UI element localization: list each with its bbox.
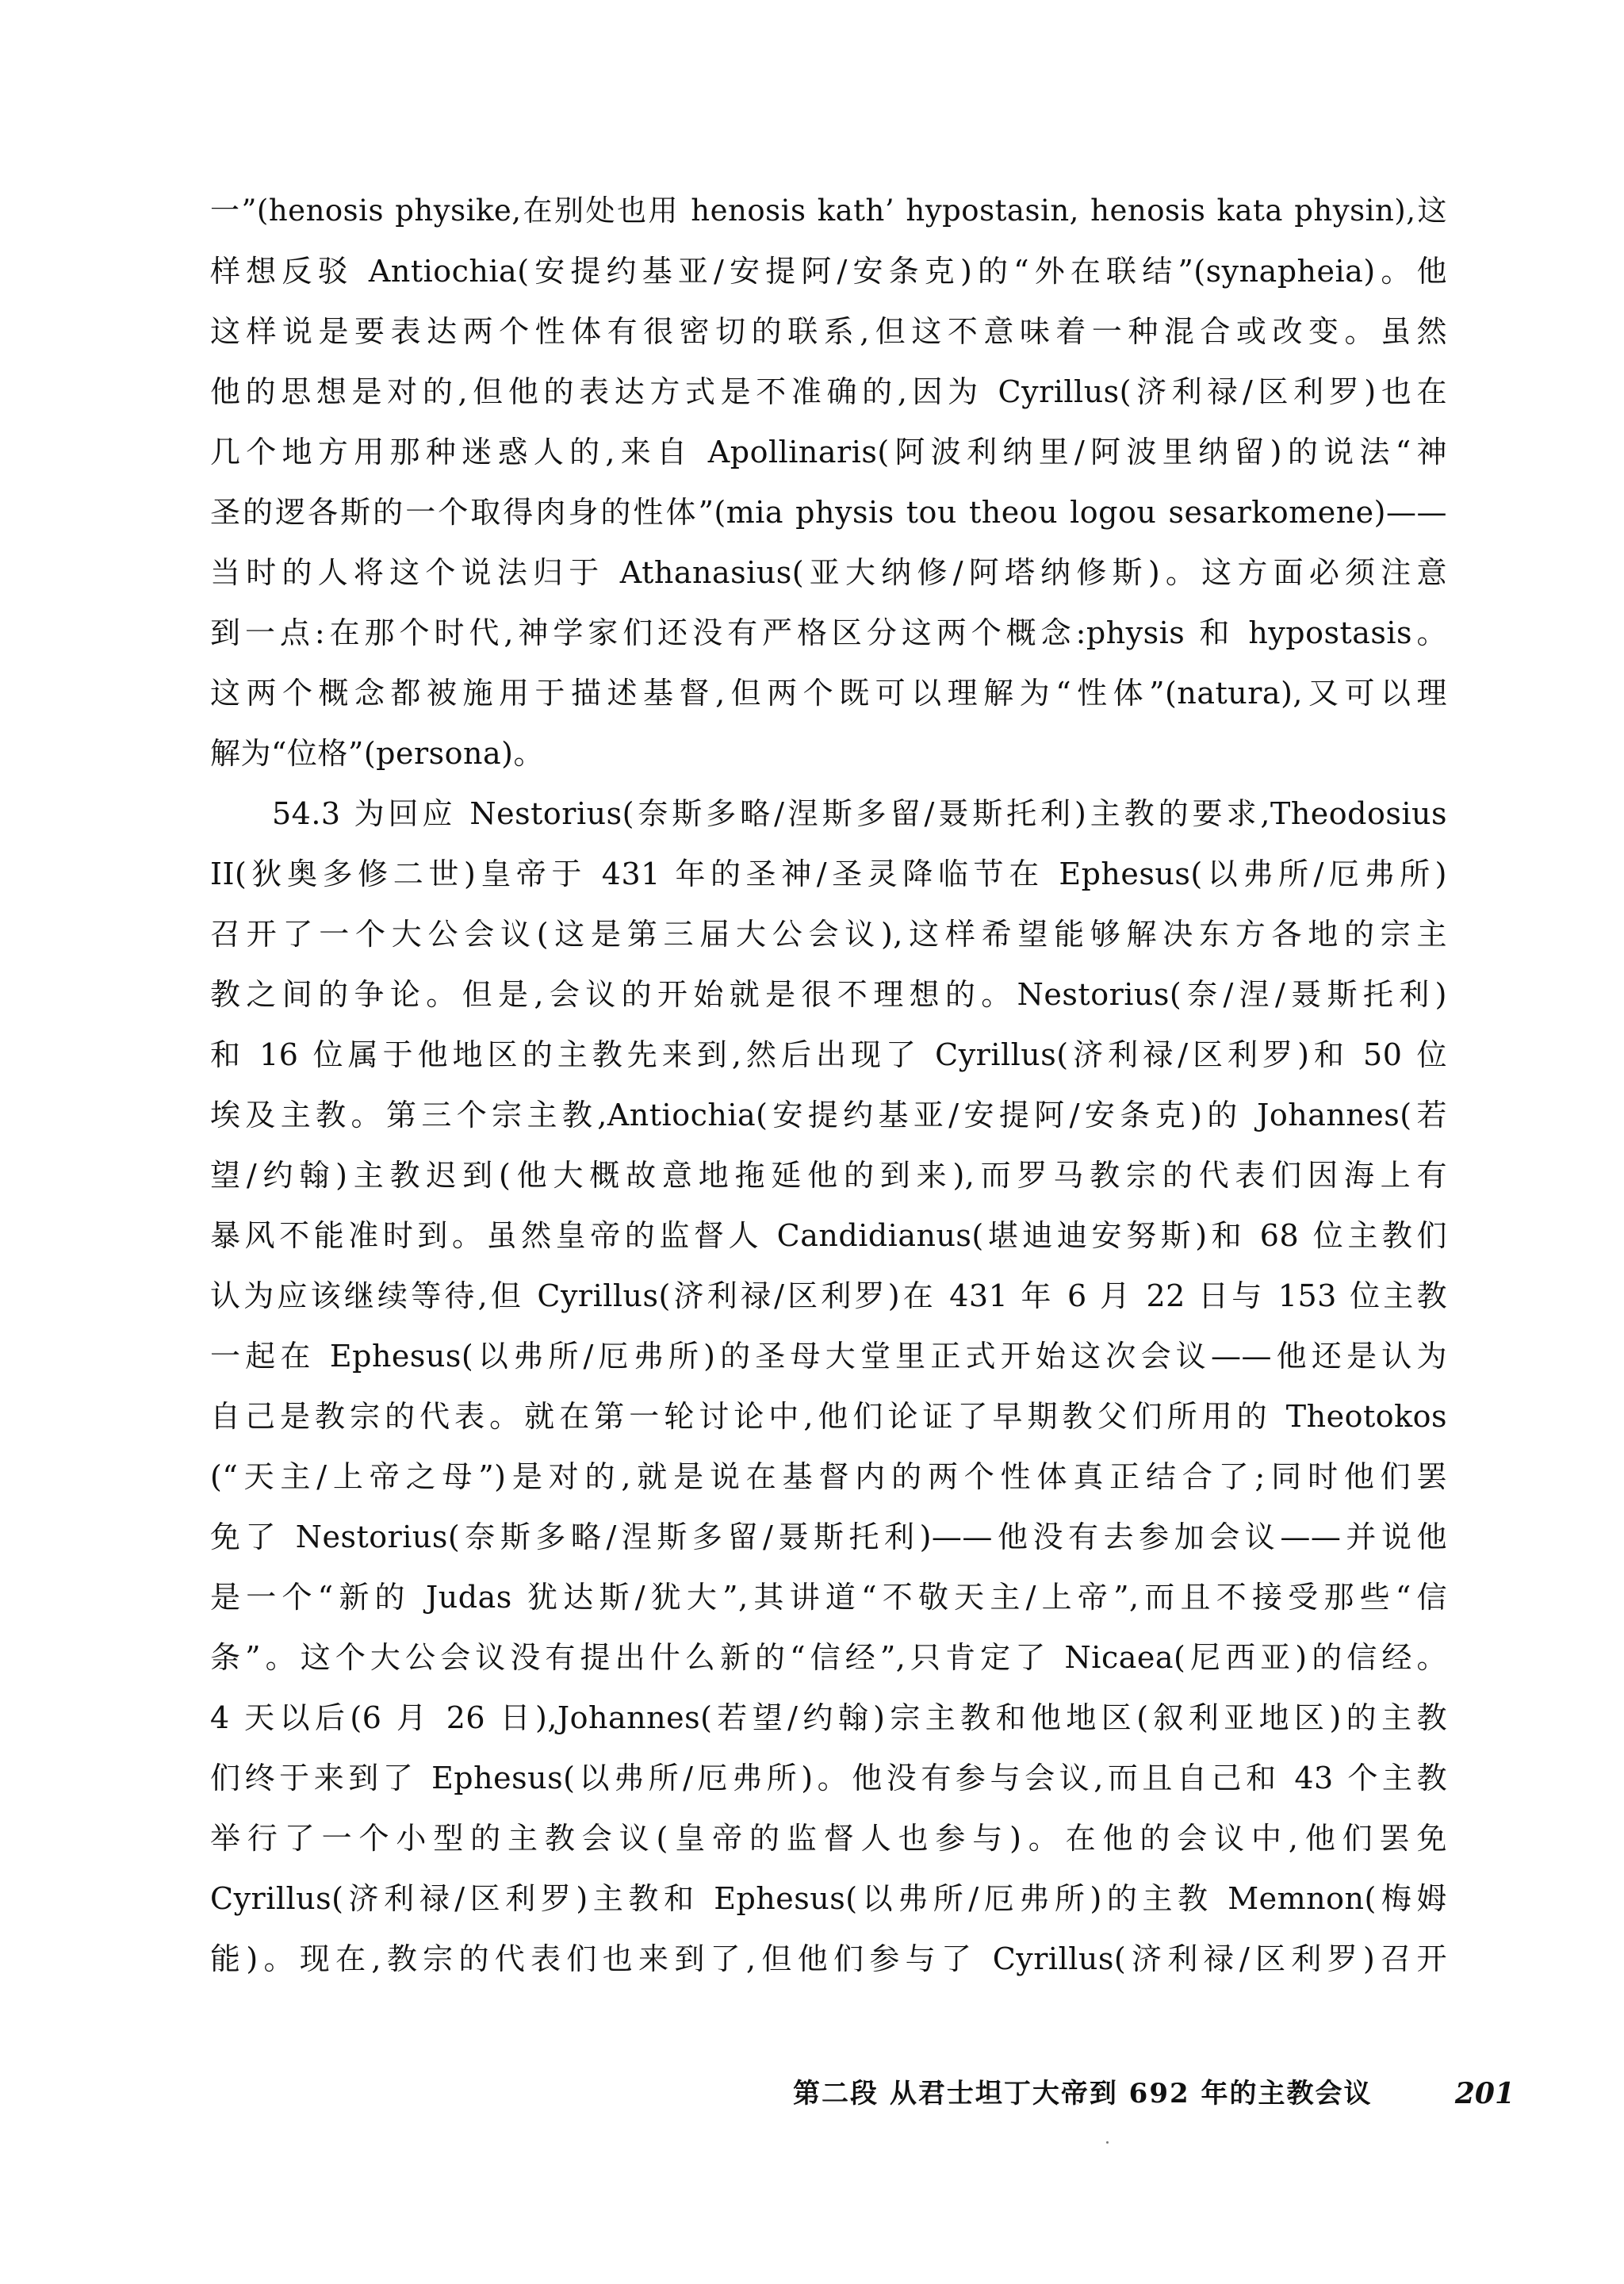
- running-title: 第二段 从君士坦丁大帝到 692 年的主教会议: [793, 2078, 1373, 2110]
- page-number: 201: [1454, 2077, 1515, 2110]
- text-line: 举行了一个小型的主教会议(皇帝的监督人也参与)。在他的会议中,他们罢免: [210, 1821, 1447, 1856]
- text-line: 召开了一个大公会议(这是第三届大公会议),这样希望能够解决东方各地的宗主: [210, 917, 1447, 952]
- text-line: 这两个概念都被施用于描述基督,但两个既可以理解为“性体”(natura),又可以理: [210, 676, 1447, 711]
- text-line: 解为“位格”(persona)。: [210, 736, 544, 771]
- text-line: 望/约翰)主教迟到(他大概故意地拖延他的到来),而罗马教宗的代表们因海上有: [210, 1158, 1447, 1193]
- body-text: [210, 181, 1447, 1989]
- text-line: 和 16 位属于他地区的主教先来到,然后出现了 Cyrillus(济利禄/区利罗)和 50 位: [210, 1037, 1447, 1072]
- text-line: 是一个“新的 Judas 犹达斯/犹大”,其讲道“不敬天主/上帝”,而且不接受那些“信: [210, 1580, 1447, 1615]
- text-line: 几个地方用那种迷惑人的,来自 Apollinaris(阿波利纳里/阿波里纳留)的说法“神: [210, 435, 1447, 469]
- text-line: 一”(henosis physike,在别处也用 henosis kath’ hypostasin, henosis kata physin),这: [210, 194, 1447, 228]
- text-line: 埃及主教。第三个宗主教,Antiochia(安提约基亚/安提阿/安条克)的 Johannes(若: [210, 1098, 1447, 1132]
- text-line: 自己是教宗的代表。就在第一轮讨论中,他们论证了早期教父们所用的 Theotokos: [210, 1399, 1447, 1434]
- text-line: 们终于来到了 Ephesus(以弗所/厄弗所)。他没有参与会议,而且自己和 43 个主教: [210, 1761, 1447, 1795]
- text-line: 到一点:在那个时代,神学家们还没有严格区分这两个概念:physis 和 hypostasis。: [210, 615, 1447, 650]
- text-line: 样想反驳 Antiochia(安提约基亚/安提阿/安条克)的“外在联结”(synapheia)。他: [210, 254, 1447, 289]
- text-line: 教之间的争论。但是,会议的开始就是很不理想的。Nestorius(奈/涅/聂斯托利): [210, 977, 1447, 1012]
- text-line: 条”。这个大公会议没有提出什么新的“信经”,只肯定了 Nicaea(尼西亚)的信经。: [210, 1640, 1447, 1675]
- text-line: 这样说是要表达两个性体有很密切的联系,但这不意味着一种混合或改变。虽然: [210, 314, 1447, 349]
- text-line: 4 天以后(6 月 26 日),Johannes(若望/约翰)宗主教和他地区(叙利亚地区)的主教: [210, 1700, 1447, 1735]
- text-line: 当时的人将这个说法归于 Athanasius(亚大纳修/阿塔纳修斯)。这方面必须注意: [210, 555, 1447, 590]
- text-line: II(狄奥多修二世)皇帝于 431 年的圣神/圣灵降临节在 Ephesus(以弗所/厄弗所): [210, 856, 1447, 891]
- text-line: Cyrillus(济利禄/区利罗)主教和 Ephesus(以弗所/厄弗所)的主教 Memnon(梅姆: [210, 1881, 1447, 1916]
- paragraph-start-line: 54.3 为回应 Nestorius(奈斯多略/涅斯多留/聂斯托利)主教的要求,Theodosius: [272, 796, 1447, 831]
- scan-speck: [1106, 2141, 1109, 2144]
- text-line: 他的思想是对的,但他的表达方式是不准确的,因为 Cyrillus(济利禄/区利罗)也在: [210, 374, 1447, 409]
- text-line: 圣的逻各斯的一个取得肉身的性体”(mia physis tou theou logou sesarkomene)——: [210, 495, 1447, 530]
- running-footer: [793, 2070, 1515, 2117]
- text-line: 暴风不能准时到。虽然皇帝的监督人 Candidianus(堪迪迪安努斯)和 68 位主教们: [210, 1218, 1447, 1253]
- text-line: 能)。现在,教宗的代表们也来到了,但他们参与了 Cyrillus(济利禄/区利罗)召开: [210, 1941, 1447, 1976]
- text-line: 免了 Nestorius(奈斯多略/涅斯多留/聂斯托利)——他没有去参加会议——并说他: [210, 1519, 1447, 1554]
- text-line: 一起在 Ephesus(以弗所/厄弗所)的圣母大堂里正式开始这次会议——他还是认为: [210, 1339, 1447, 1374]
- text-line: 认为应该继续等待,但 Cyrillus(济利禄/区利罗)在 431 年 6 月 22 日与 153 位主教: [210, 1278, 1447, 1313]
- text-line: (“天主/上帝之母”)是对的,就是说在基督内的两个性体真正结合了;同时他们罢: [210, 1459, 1447, 1494]
